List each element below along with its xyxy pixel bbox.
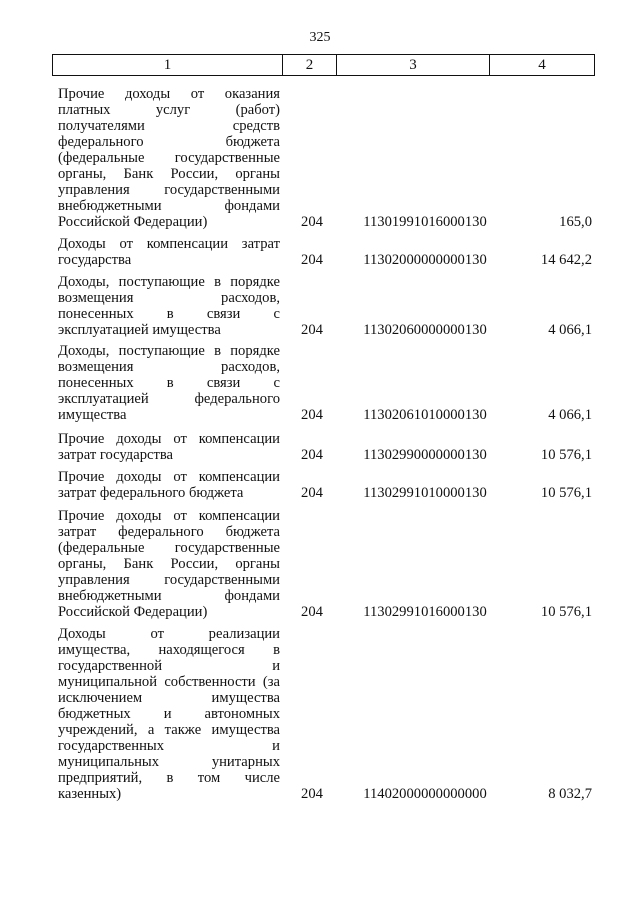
row-sum: 4 066,1 — [548, 407, 592, 423]
row-kbk: 11302990000000130 — [363, 447, 487, 463]
description-line: внебюджетными фондами — [58, 198, 280, 214]
row-code: 204 — [301, 447, 323, 463]
description-line: Прочие доходы от компенсации — [58, 431, 280, 447]
description-line: Доходы от реализации — [58, 626, 280, 642]
description-line: Прочие доходы от оказания — [58, 86, 280, 102]
row-description — [58, 343, 280, 423]
description-line: исключением имущества — [58, 690, 280, 706]
table-row — [58, 86, 598, 230]
row-sum: 10 576,1 — [540, 485, 592, 501]
description-line: муниципальных унитарных — [58, 754, 280, 770]
table-header — [52, 54, 595, 76]
row-sum: 14 642,2 — [540, 252, 592, 268]
table-row — [58, 274, 598, 338]
description-line: (федеральные государственные — [58, 540, 280, 556]
row-kbk: 11302991010000130 — [363, 485, 487, 501]
description-line: органы, Банк России, органы — [58, 556, 280, 572]
header-col-2: 2 — [283, 55, 337, 75]
table-row — [58, 431, 598, 463]
description-line: Российской Федерации) — [58, 214, 208, 230]
header-col-3: 3 — [337, 55, 490, 75]
row-sum: 8 032,7 — [548, 786, 592, 802]
description-line: Доходы от компенсации затрат — [58, 236, 280, 252]
description-line: возмещения расходов, — [58, 290, 280, 306]
description-line: управления государственными — [58, 572, 280, 588]
row-description — [58, 508, 280, 620]
row-code: 204 — [301, 252, 323, 268]
description-line: управления государственными — [58, 182, 280, 198]
description-line: казенных) — [58, 786, 122, 802]
description-line: внебюджетными фондами — [58, 588, 280, 604]
row-description — [58, 86, 280, 230]
row-code: 204 — [301, 214, 323, 230]
row-kbk: 11302000000000130 — [363, 252, 487, 268]
description-line: затрат федерального бюджета — [58, 524, 280, 540]
header-col-4: 4 — [538, 56, 546, 73]
table-row — [58, 508, 598, 620]
description-line: государства — [58, 252, 132, 268]
description-line: платных услуг (работ) — [58, 102, 280, 118]
description-line: затрат государства — [58, 447, 174, 463]
description-line: Доходы, поступающие в порядке — [58, 274, 280, 290]
description-line: государственных и — [58, 738, 280, 754]
description-line: муниципальной собственности (за — [58, 674, 280, 690]
row-description — [58, 274, 280, 338]
description-line: учреждений, а также имущества — [58, 722, 280, 738]
description-line: Российской Федерации) — [58, 604, 208, 620]
description-line: бюджетных и автономных — [58, 706, 280, 722]
page-number: 325 — [309, 30, 331, 45]
row-sum: 10 576,1 — [540, 604, 592, 620]
row-code: 204 — [301, 604, 323, 620]
row-sum: 165,0 — [559, 214, 592, 230]
table-row — [58, 469, 598, 501]
description-line: эксплуатацией имущества — [58, 322, 221, 338]
row-description — [58, 236, 280, 268]
row-kbk: 11302991016000130 — [363, 604, 487, 620]
row-code: 204 — [301, 407, 323, 423]
description-line: (федеральные государственные — [58, 150, 280, 166]
description-line: Доходы, поступающие в порядке — [58, 343, 280, 359]
row-description — [58, 626, 280, 802]
description-line: имущества, находящегося в — [58, 642, 280, 658]
table-row — [58, 343, 598, 423]
description-line: понесенных в связи с — [58, 375, 280, 391]
row-description — [58, 469, 280, 501]
row-kbk: 11302060000000130 — [363, 322, 487, 338]
header-col-1: 1 — [53, 55, 283, 75]
row-kbk: 11402000000000000 — [363, 786, 487, 802]
description-line: предприятий, в том числе — [58, 770, 280, 786]
row-kbk: 11301991016000130 — [363, 214, 487, 230]
description-line: органы, Банк России, органы — [58, 166, 280, 182]
row-description — [58, 431, 280, 463]
description-line: имущества — [58, 407, 127, 423]
row-code: 204 — [301, 322, 323, 338]
table-row — [58, 236, 598, 268]
table-row — [58, 626, 598, 802]
row-sum: 4 066,1 — [548, 322, 592, 338]
description-line: федерального бюджета — [58, 134, 280, 150]
row-sum: 10 576,1 — [540, 447, 592, 463]
row-code: 204 — [301, 786, 323, 802]
description-line: возмещения расходов, — [58, 359, 280, 375]
description-line: Прочие доходы от компенсации — [58, 508, 280, 524]
description-line: понесенных в связи с — [58, 306, 280, 322]
description-line: затрат федерального бюджета — [58, 485, 244, 501]
description-line: эксплуатацией федерального — [58, 391, 280, 407]
description-line: государственной и — [58, 658, 280, 674]
description-line: получателями средств — [58, 118, 280, 134]
row-kbk: 11302061010000130 — [363, 407, 487, 423]
description-line: Прочие доходы от компенсации — [58, 469, 280, 485]
row-code: 204 — [301, 485, 323, 501]
